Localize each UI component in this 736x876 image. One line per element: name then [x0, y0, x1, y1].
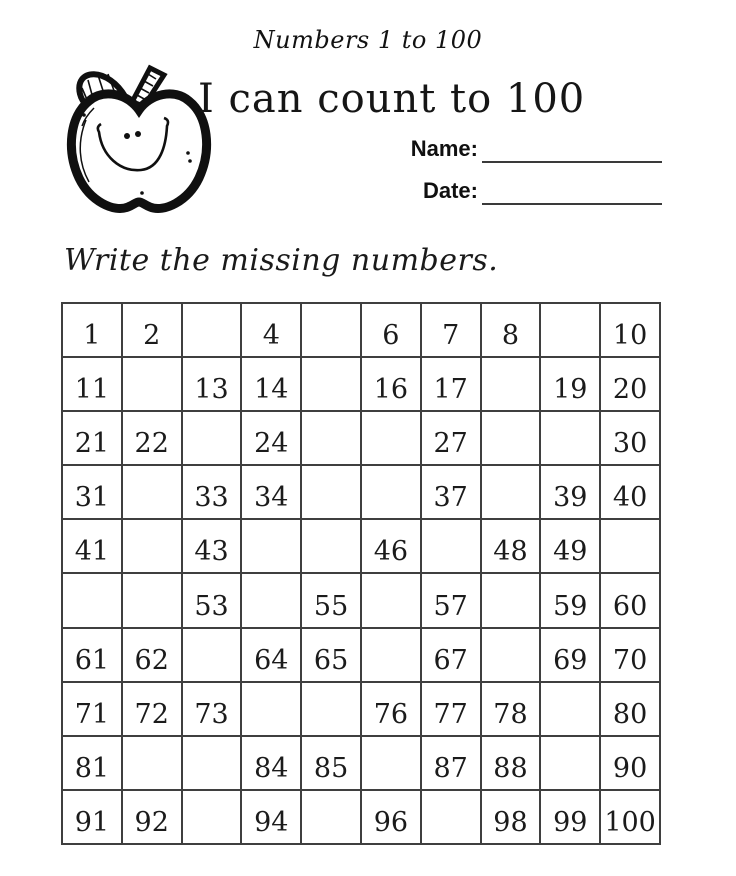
grid-cell-blank-r9c3[interactable]: [182, 736, 242, 790]
grid-cell-r10c8: 98: [481, 790, 541, 844]
grid-cell-r4c10: 40: [600, 465, 660, 519]
grid-cell-blank-r8c5[interactable]: [301, 682, 361, 736]
grid-cell-blank-r4c6[interactable]: [361, 465, 421, 519]
grid-cell-r3c4: 24: [241, 411, 301, 465]
grid-cell-blank-r6c6[interactable]: [361, 573, 421, 627]
name-label: Name:: [410, 136, 478, 161]
grid-cell-r8c3: 73: [182, 682, 242, 736]
grid-cell-blank-r5c10[interactable]: [600, 519, 660, 573]
grid-cell-r4c9: 39: [540, 465, 600, 519]
grid-cell-r10c4: 94: [241, 790, 301, 844]
grid-cell-blank-r2c5[interactable]: [301, 357, 361, 411]
grid-cell-r1c8: 8: [481, 303, 541, 357]
grid-row-5: [62, 519, 660, 573]
grid-cell-r10c9: 99: [540, 790, 600, 844]
grid-row-8: [62, 682, 660, 736]
grid-cell-blank-r10c5[interactable]: [301, 790, 361, 844]
grid-cell-r2c1: 11: [62, 357, 122, 411]
grid-cell-r2c10: 20: [600, 357, 660, 411]
grid-cell-r9c4: 84: [241, 736, 301, 790]
grid-row-9: [62, 736, 660, 790]
grid-cell-blank-r1c9[interactable]: [540, 303, 600, 357]
grid-cell-blank-r7c3[interactable]: [182, 628, 242, 682]
grid-cell-r4c7: 37: [421, 465, 481, 519]
grid-cell-r5c9: 49: [540, 519, 600, 573]
grid-cell-r3c1: 21: [62, 411, 122, 465]
grid-cell-r8c10: 80: [600, 682, 660, 736]
grid-row-3: [62, 411, 660, 465]
grid-cell-blank-r3c9[interactable]: [540, 411, 600, 465]
grid-cell-r4c3: 33: [182, 465, 242, 519]
grid-cell-blank-r6c8[interactable]: [481, 573, 541, 627]
grid-cell-blank-r4c5[interactable]: [301, 465, 361, 519]
grid-cell-r6c10: 60: [600, 573, 660, 627]
grid-cell-blank-r7c8[interactable]: [481, 628, 541, 682]
grid-cell-r2c9: 19: [540, 357, 600, 411]
grid-cell-r1c2: 2: [122, 303, 182, 357]
grid-cell-r3c10: 30: [600, 411, 660, 465]
grid-cell-blank-r7c6[interactable]: [361, 628, 421, 682]
date-input-line[interactable]: [482, 203, 662, 205]
grid-row-1: [62, 303, 660, 357]
number-grid-body: [62, 303, 660, 844]
grid-cell-r8c8: 78: [481, 682, 541, 736]
grid-cell-r7c10: 70: [600, 628, 660, 682]
grid-cell-r7c1: 61: [62, 628, 122, 682]
grid-cell-r5c1: 41: [62, 519, 122, 573]
grid-cell-blank-r2c2[interactable]: [122, 357, 182, 411]
grid-cell-blank-r6c1[interactable]: [62, 573, 122, 627]
grid-cell-r3c7: 27: [421, 411, 481, 465]
grid-cell-blank-r10c3[interactable]: [182, 790, 242, 844]
number-grid: [61, 302, 661, 845]
grid-cell-r8c6: 76: [361, 682, 421, 736]
name-input-line[interactable]: [482, 161, 662, 163]
grid-cell-blank-r6c4[interactable]: [241, 573, 301, 627]
grid-cell-r10c10: 100: [600, 790, 660, 844]
grid-cell-blank-r8c9[interactable]: [540, 682, 600, 736]
grid-cell-r6c7: 57: [421, 573, 481, 627]
date-label: Date:: [422, 178, 478, 203]
grid-cell-blank-r10c7[interactable]: [421, 790, 481, 844]
grid-cell-r7c9: 69: [540, 628, 600, 682]
grid-cell-blank-r4c8[interactable]: [481, 465, 541, 519]
grid-cell-blank-r3c5[interactable]: [301, 411, 361, 465]
grid-cell-r1c1: 1: [62, 303, 122, 357]
grid-cell-r1c4: 4: [241, 303, 301, 357]
grid-cell-r5c3: 43: [182, 519, 242, 573]
grid-cell-r10c1: 91: [62, 790, 122, 844]
grid-cell-r6c5: 55: [301, 573, 361, 627]
grid-cell-r2c6: 16: [361, 357, 421, 411]
apple-icon: [64, 58, 214, 216]
grid-cell-r2c4: 14: [241, 357, 301, 411]
page-title: I can count to 100: [198, 76, 586, 122]
grid-cell-r9c7: 87: [421, 736, 481, 790]
grid-cell-r10c6: 96: [361, 790, 421, 844]
worksheet-header-title: Numbers 1 to 100: [253, 26, 483, 54]
grid-cell-blank-r1c5[interactable]: [301, 303, 361, 357]
grid-row-10: [62, 790, 660, 844]
grid-cell-r6c3: 53: [182, 573, 242, 627]
grid-cell-r9c1: 81: [62, 736, 122, 790]
grid-cell-r10c2: 92: [122, 790, 182, 844]
grid-cell-r7c4: 64: [241, 628, 301, 682]
grid-cell-r6c9: 59: [540, 573, 600, 627]
grid-cell-blank-r9c6[interactable]: [361, 736, 421, 790]
grid-cell-blank-r5c7[interactable]: [421, 519, 481, 573]
grid-cell-r9c5: 85: [301, 736, 361, 790]
grid-cell-r9c8: 88: [481, 736, 541, 790]
grid-cell-blank-r3c8[interactable]: [481, 411, 541, 465]
grid-row-7: [62, 628, 660, 682]
grid-cell-r2c3: 13: [182, 357, 242, 411]
grid-cell-r9c10: 90: [600, 736, 660, 790]
grid-cell-r5c8: 48: [481, 519, 541, 573]
grid-cell-blank-r2c8[interactable]: [481, 357, 541, 411]
grid-cell-r8c2: 72: [122, 682, 182, 736]
grid-cell-r4c1: 31: [62, 465, 122, 519]
grid-cell-r5c6: 46: [361, 519, 421, 573]
grid-cell-blank-r3c6[interactable]: [361, 411, 421, 465]
grid-cell-blank-r9c2[interactable]: [122, 736, 182, 790]
grid-cell-blank-r4c2[interactable]: [122, 465, 182, 519]
grid-cell-r4c4: 34: [241, 465, 301, 519]
grid-cell-r1c7: 7: [421, 303, 481, 357]
grid-cell-r1c6: 6: [361, 303, 421, 357]
grid-cell-blank-r1c3[interactable]: [182, 303, 242, 357]
grid-cell-r1c10: 10: [600, 303, 660, 357]
grid-cell-r7c2: 62: [122, 628, 182, 682]
grid-cell-blank-r5c4[interactable]: [241, 519, 301, 573]
grid-cell-blank-r8c4[interactable]: [241, 682, 301, 736]
grid-cell-r2c7: 17: [421, 357, 481, 411]
grid-cell-r8c7: 77: [421, 682, 481, 736]
grid-cell-blank-r3c3[interactable]: [182, 411, 242, 465]
grid-row-2: [62, 357, 660, 411]
grid-cell-r3c2: 22: [122, 411, 182, 465]
grid-cell-r7c5: 65: [301, 628, 361, 682]
grid-cell-blank-r5c2[interactable]: [122, 519, 182, 573]
grid-cell-blank-r9c9[interactable]: [540, 736, 600, 790]
grid-row-4: [62, 465, 660, 519]
grid-cell-blank-r6c2[interactable]: [122, 573, 182, 627]
instruction-text: Write the missing numbers.: [64, 243, 499, 278]
grid-cell-blank-r5c5[interactable]: [301, 519, 361, 573]
grid-cell-r8c1: 71: [62, 682, 122, 736]
grid-cell-r7c7: 67: [421, 628, 481, 682]
grid-row-6: [62, 573, 660, 627]
